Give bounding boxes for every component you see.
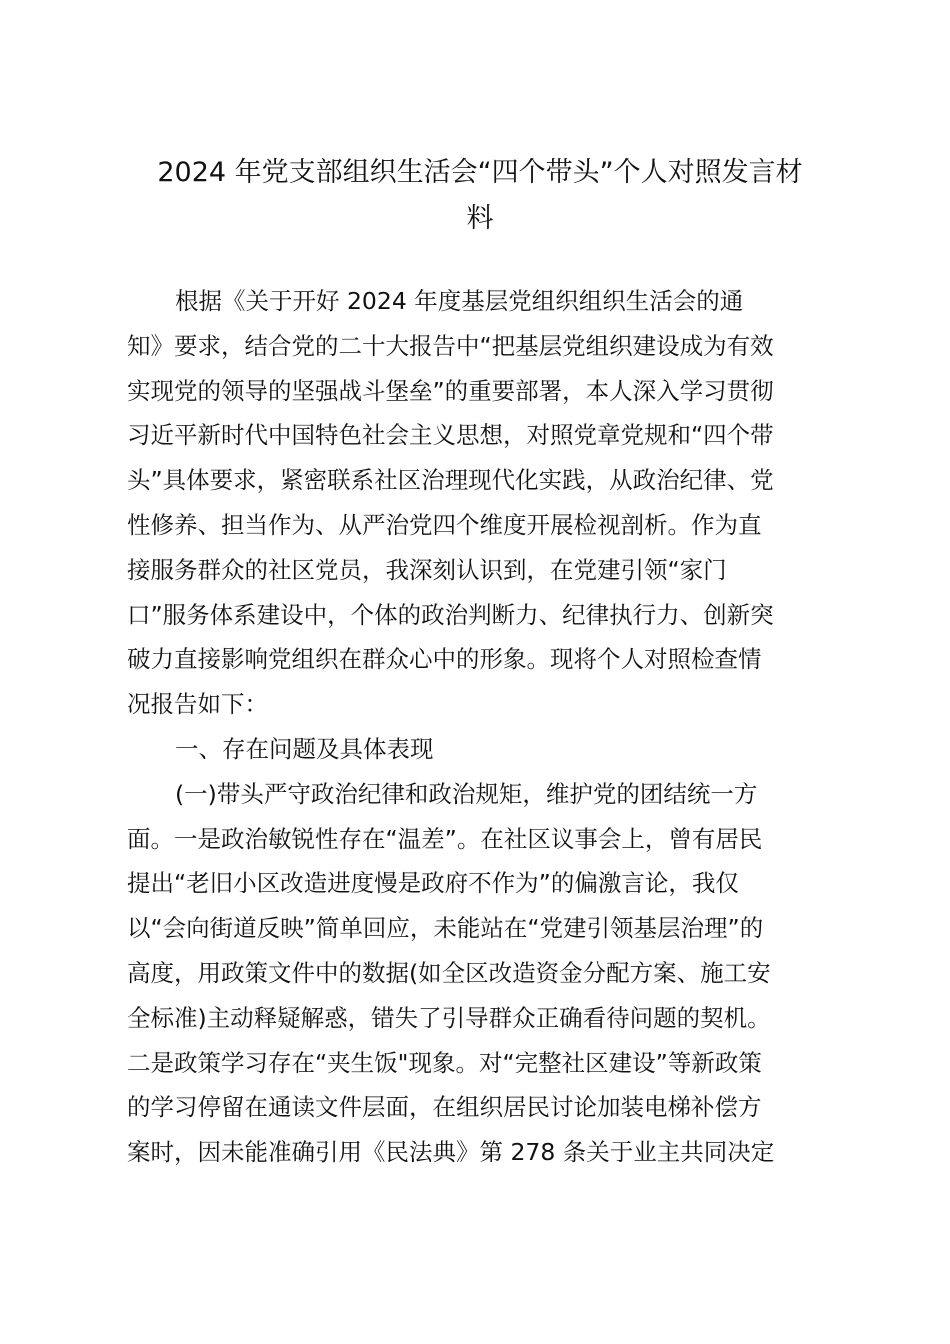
paragraph-line: 的学习停留在通读文件层面，在组织居民讨论加装电梯补偿方 bbox=[127, 1093, 762, 1122]
paragraph-line: 破力直接影响党组织在群众心中的形象。现将个人对照检查情 bbox=[127, 645, 762, 674]
document-title bbox=[120, 150, 840, 242]
paragraph-line: 面。一是政治敏锐性存在“温差”。在社区议事会上，曾有居民 bbox=[127, 824, 763, 853]
paragraph-line: 口”服务体系建设中，个体的政治判断力、纪律执行力、创新突 bbox=[127, 600, 774, 629]
paragraph-line: 二是政策学习存在“夹生饭"现象。对“完整社区建设”等新政策 bbox=[127, 1048, 762, 1077]
paragraph-line: 一、存在问题及具体表现 bbox=[175, 734, 434, 763]
paragraph-line: 高度，用政策文件中的数据(如全区改造资金分配方案、施工安 bbox=[127, 958, 771, 987]
paragraph-line: 性修养、担当作为、从严治党四个维度开展检视剖析。作为直 bbox=[127, 510, 762, 539]
paragraph-line: 以“会向街道反映”简单回应，未能站在“党建引领基层治理”的 bbox=[127, 914, 764, 943]
paragraph-line: 知》要求，结合党的二十大报告中“把基层党组织建设成为有效 bbox=[127, 331, 774, 360]
paragraph-line: 提出“老旧小区改造进度慢是政府不作为”的偏激言论，我仅 bbox=[127, 869, 739, 898]
paragraph-line: 况报告如下： bbox=[127, 690, 268, 719]
paragraph-line: 根据《关于开好 2024 年度基层党组织组织生活会的通 bbox=[175, 287, 744, 315]
title-line-2: 料 bbox=[466, 203, 494, 234]
paragraph-line: 接服务群众的社区党员，我深刻认识到，在党建引领“家门 bbox=[127, 555, 727, 584]
paragraph-line: 头”具体要求，紧密联系社区治理现代化实践，从政治纪律、党 bbox=[127, 466, 774, 495]
title-line-1: 2024 年党支部组织生活会“四个带头”个人对照发言材 bbox=[157, 157, 803, 188]
document-body bbox=[127, 279, 830, 1175]
paragraph-line: (一)带头严守政治纪律和政治规矩，维护党的团结统一方 bbox=[175, 779, 758, 808]
paragraph-line: 案时，因未能准确引用《民法典》第 278 条关于业主共同决定 bbox=[127, 1138, 775, 1167]
paragraph-line: 实现党的领导的坚强战斗堡垒”的重要部署，本人深入学习贯彻 bbox=[127, 376, 774, 405]
paragraph-line: 全标准)主动释疑解惑，错失了引导群众正确看待问题的契机。 bbox=[127, 1003, 771, 1032]
paragraph-line: 习近平新时代中国特色社会主义思想，对照党章党规和“四个带 bbox=[127, 421, 774, 450]
